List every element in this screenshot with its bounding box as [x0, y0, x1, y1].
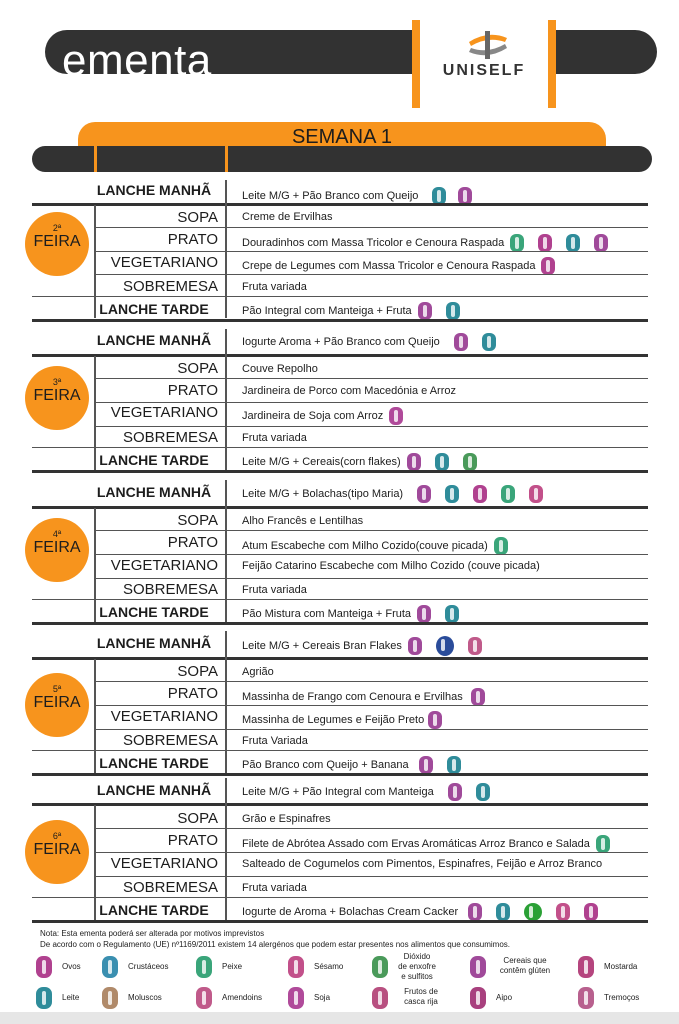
amendoins-icon — [468, 637, 482, 655]
meal-text: Filete de Abrótea Assado com Ervas Aromáticas Arroz Branco e Salada — [242, 835, 610, 853]
table-row — [32, 853, 648, 875]
cereais-icon — [471, 688, 485, 706]
row-label: LANCHE TARDE — [99, 452, 209, 468]
row-label: LANCHE MANHÃ — [96, 635, 212, 651]
table-row — [32, 631, 648, 655]
table-row — [32, 751, 648, 773]
sesamo-icon — [556, 903, 570, 921]
soja-icon — [389, 407, 403, 425]
table-row — [32, 229, 648, 251]
row-label: SOPA — [177, 360, 218, 377]
day-badge: 3ª FEIRA — [25, 366, 89, 430]
cereais-icon — [417, 605, 431, 623]
row-divider — [32, 354, 648, 357]
leite-icon — [446, 302, 460, 320]
meal-text: Jardineira de Porco com Macedónia e Arroz — [242, 385, 456, 397]
meal-text: Fruta Variada — [242, 735, 308, 747]
row-label: VEGETARIANO — [110, 855, 218, 872]
peixe-icon — [596, 835, 610, 853]
ovos-icon — [584, 903, 598, 921]
meal-text: Crepe de Legumes com Massa Tricolor e Cenoura Raspada — [242, 257, 555, 275]
meal-text: Salteado de Cogumelos com Pimentos, Espinafres, Feijão e Arroz Branco — [242, 858, 603, 870]
soja-icon — [288, 987, 304, 1009]
row-label: SOPA — [177, 663, 218, 680]
row-label: LANCHE MANHÃ — [96, 484, 212, 500]
ovos-icon — [538, 234, 552, 252]
table-row — [32, 448, 648, 470]
meal-text: Leite M/G + Cereais Bran Flakes — [242, 636, 482, 656]
meal-text: Agrião — [242, 666, 274, 678]
row-label: PRATO — [167, 534, 218, 551]
row-label: LANCHE MANHÃ — [96, 332, 212, 348]
cereais-icon — [428, 711, 442, 729]
cereais-icon — [418, 302, 432, 320]
day-badge: 5ª FEIRA — [25, 673, 89, 737]
cereais-icon — [448, 783, 462, 801]
meal-text: Leite M/G + Pão Branco com Queijo — [242, 187, 472, 205]
meal-text: Fruta variada — [242, 432, 307, 444]
table-row — [32, 402, 648, 424]
row-label: SOBREMESA — [122, 732, 218, 749]
mostarda-icon — [578, 956, 594, 978]
row-label: PRATO — [167, 231, 218, 248]
row-label: LANCHE MANHÃ — [96, 182, 212, 198]
row-label: SOPA — [177, 512, 218, 529]
row-divider — [96, 681, 648, 682]
cereais-icon — [470, 956, 486, 978]
table-row — [32, 778, 648, 802]
row-label: VEGETARIANO — [110, 404, 218, 421]
tremocos-icon — [578, 987, 594, 1009]
table-row — [32, 427, 648, 447]
table-row — [32, 510, 648, 530]
frutos-icon — [372, 987, 388, 1009]
table-row — [32, 480, 648, 504]
row-divider — [96, 378, 648, 379]
day-divider — [32, 773, 648, 776]
cereais-icon — [454, 333, 468, 351]
moluscos-icon — [102, 987, 118, 1009]
logo-panel — [412, 20, 556, 108]
dioxido-icon — [372, 956, 388, 978]
meal-text: Pão Branco com Queijo + Banana — [242, 756, 461, 774]
ovos-icon — [473, 485, 487, 503]
leite-icon — [435, 453, 449, 471]
table-row — [32, 358, 648, 378]
row-divider — [96, 274, 648, 275]
table-row — [32, 329, 648, 353]
meal-text: Leite M/G + Pão Integral com Manteiga — [242, 783, 490, 801]
uniself-logo-icon — [465, 28, 511, 62]
amendoins-icon — [196, 987, 212, 1009]
week-label: SEMANA 1 — [291, 126, 393, 148]
meal-text: Feijão Catarino Escabeche com Milho Cozido (couve picada) — [242, 560, 540, 572]
meal-text: Alho Francês e Lentilhas — [242, 515, 364, 527]
meal-text: Jardineira de Soja com Arroz — [242, 407, 403, 425]
table-row — [32, 380, 648, 402]
meal-text: Massinha de Legumes e Feijão Preto — [242, 711, 442, 729]
table-row — [32, 252, 648, 274]
fish-blue-icon — [436, 636, 454, 656]
meal-text: Douradinhos com Massa Tricolor e Cenoura Raspada — [242, 234, 608, 252]
row-divider — [32, 657, 648, 660]
table-row — [32, 579, 648, 599]
leite-icon — [36, 987, 52, 1009]
sesamo-icon — [529, 485, 543, 503]
row-label: VEGETARIANO — [110, 254, 218, 271]
meal-text: Atum Escabeche com Milho Cozido(couve picada) — [242, 537, 508, 555]
meal-text: Massinha de Frango com Cenoura e Ervilhas — [242, 688, 485, 706]
day-divider — [32, 622, 648, 625]
row-label: PRATO — [167, 832, 218, 849]
meal-text: Creme de Ervilhas — [242, 211, 333, 223]
cereais-icon — [419, 756, 433, 774]
peixe-icon — [501, 485, 515, 503]
table-row — [32, 532, 648, 554]
row-label: LANCHE MANHÃ — [96, 782, 212, 798]
row-label: PRATO — [167, 382, 218, 399]
day-divider — [32, 319, 648, 322]
ovos-icon — [36, 956, 52, 978]
table-row — [32, 555, 648, 577]
row-label: SOPA — [177, 810, 218, 827]
page-title: ementa — [62, 36, 212, 85]
day-badge: 6ª FEIRA — [25, 820, 89, 884]
leite-icon — [445, 485, 459, 503]
leite-icon — [447, 756, 461, 774]
meal-text: Fruta variada — [242, 281, 307, 293]
green-icon — [524, 903, 542, 921]
meal-text: Fruta variada — [242, 584, 307, 596]
peixe-icon — [510, 234, 524, 252]
row-label: LANCHE TARDE — [99, 604, 209, 620]
meal-text: Iogurte Aroma + Pão Branco com Queijo — [242, 333, 496, 351]
leite-icon — [566, 234, 580, 252]
row-label: SOBREMESA — [122, 278, 218, 295]
table-row — [32, 877, 648, 897]
meal-text: Couve Repolho — [242, 363, 318, 375]
row-divider — [32, 506, 648, 509]
table-row — [32, 808, 648, 828]
meal-text: Pão Mistura com Manteiga + Fruta — [242, 605, 459, 623]
leite-icon — [496, 903, 510, 921]
column-header-bar — [32, 146, 652, 172]
row-divider — [96, 227, 648, 228]
logo-text: UNISELF — [442, 62, 526, 79]
day-badge: 2ª FEIRA — [25, 212, 89, 276]
cereais-icon — [468, 903, 482, 921]
table-row — [32, 207, 648, 227]
table-row — [32, 830, 648, 852]
peixe-icon — [494, 537, 508, 555]
crustaceos-icon — [102, 956, 118, 978]
row-label: SOBREMESA — [122, 879, 218, 896]
meal-text: Iogurte de Aroma + Bolachas Cream Cacker — [242, 903, 598, 921]
cereais-icon — [408, 637, 422, 655]
row-divider — [32, 203, 648, 206]
row-divider — [32, 803, 648, 806]
row-divider — [96, 530, 648, 531]
row-label: SOPA — [177, 209, 218, 226]
leite-icon — [476, 783, 490, 801]
table-row — [32, 898, 648, 920]
note-line: Nota: Esta ementa poderá ser alterada por motivos imprevistos — [40, 929, 265, 938]
row-label: LANCHE TARDE — [99, 755, 209, 771]
meal-text: Leite M/G + Bolachas(tipo Maria) — [242, 485, 543, 503]
table-row — [32, 600, 648, 622]
table-row — [32, 730, 648, 750]
row-label: SOBREMESA — [122, 429, 218, 446]
row-label: LANCHE TARDE — [99, 902, 209, 918]
row-label: VEGETARIANO — [110, 708, 218, 725]
cereais-icon — [417, 485, 431, 503]
row-label: LANCHE TARDE — [99, 301, 209, 317]
cereais-icon — [407, 453, 421, 471]
row-label: SOBREMESA — [122, 581, 218, 598]
row-label: PRATO — [167, 685, 218, 702]
row-label: VEGETARIANO — [110, 557, 218, 574]
ovos-icon — [541, 257, 555, 275]
table-row — [32, 683, 648, 705]
dioxido-icon — [463, 453, 477, 471]
table-row — [32, 180, 648, 202]
column-divider — [225, 146, 228, 172]
table-row — [32, 276, 648, 296]
bottom-strip — [0, 1012, 679, 1024]
note-line: De acordo com o Regulamento (UE) nº1169/2011 existem 14 alergénos que podem estar presentes nos alimentos que consumimos. — [40, 940, 510, 949]
table-row — [32, 661, 648, 681]
aipo-icon — [470, 987, 486, 1009]
table-row — [32, 297, 648, 319]
day-divider — [32, 470, 648, 473]
meal-text: Pão Integral com Manteiga + Fruta — [242, 302, 460, 320]
row-divider — [96, 828, 648, 829]
day-divider — [32, 920, 648, 923]
leite-icon — [445, 605, 459, 623]
table-row — [32, 706, 648, 728]
day-badge: 4ª FEIRA — [25, 518, 89, 582]
column-divider — [94, 146, 97, 172]
meal-text: Grão e Espinafres — [242, 813, 331, 825]
sesamo-icon — [288, 956, 304, 978]
cereais-icon — [594, 234, 608, 252]
leite-icon — [482, 333, 496, 351]
meal-text: Fruta variada — [242, 882, 307, 894]
meal-text: Leite M/G + Cereais(corn flakes) — [242, 453, 477, 471]
peixe-icon — [196, 956, 212, 978]
